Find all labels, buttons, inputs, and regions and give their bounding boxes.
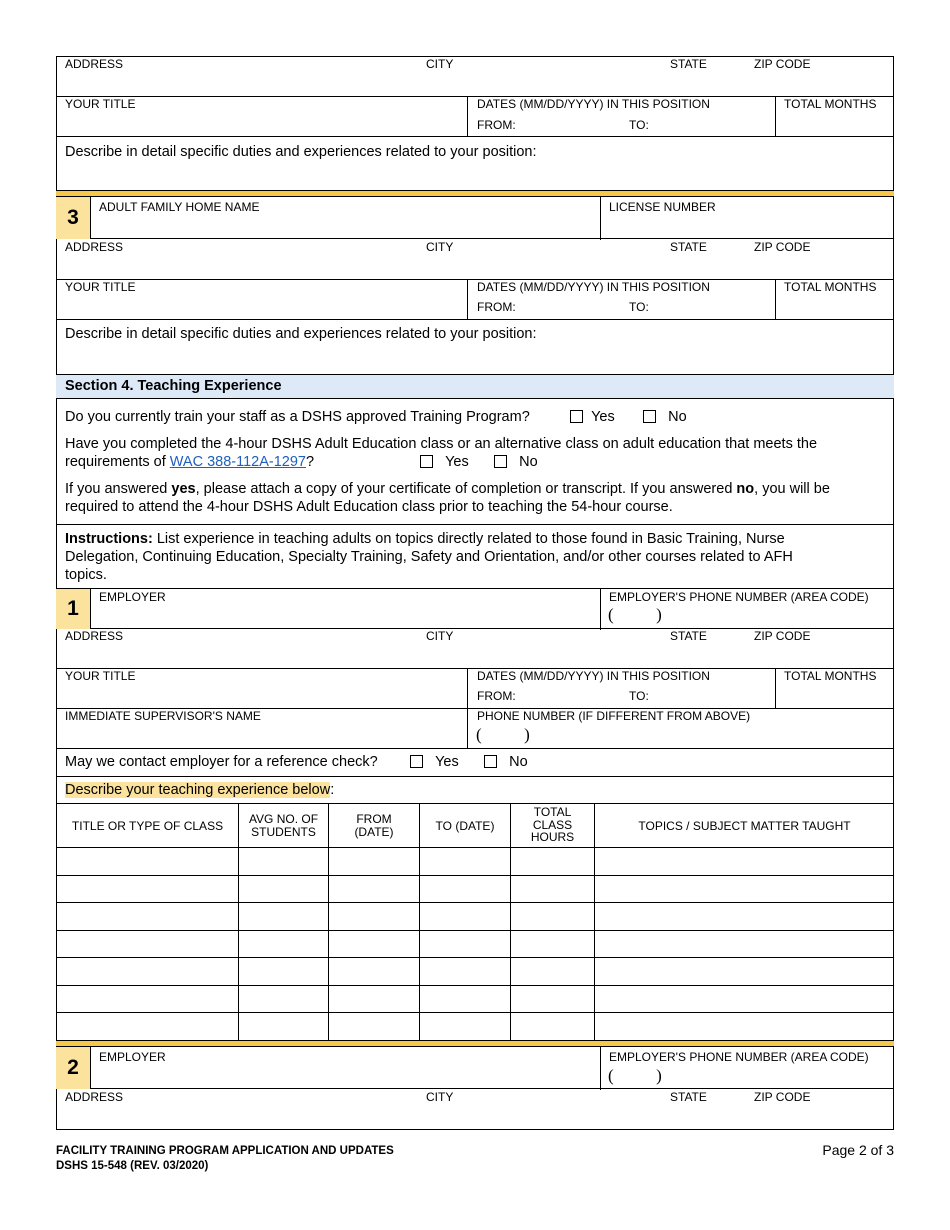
instructions-line3: topics.	[65, 567, 107, 583]
instructions-bold: Instructions:	[65, 531, 153, 547]
no-label: No	[668, 409, 687, 425]
city-label: CITY	[426, 240, 454, 254]
state-label: STATE	[670, 1090, 707, 1104]
header-from-date	[329, 813, 419, 838]
describe-teaching-text	[65, 781, 334, 799]
divider	[600, 589, 601, 630]
zip-label: ZIP CODE	[754, 629, 811, 643]
reference-yes-option[interactable]	[410, 753, 459, 771]
checkbox[interactable]	[643, 410, 656, 423]
checkbox[interactable]	[410, 755, 423, 768]
header-line: TOTAL	[533, 805, 572, 819]
city-label: CITY	[426, 629, 454, 643]
page-number: Page 2 of 3	[822, 1142, 894, 1158]
checkbox[interactable]	[420, 455, 433, 468]
divider	[467, 280, 468, 320]
your-title-label: YOUR TITLE	[65, 669, 136, 683]
reference-no-option[interactable]	[484, 753, 528, 771]
highlighted-text: Describe your teaching experience below	[65, 782, 331, 798]
no-label: No	[519, 454, 538, 470]
block-number-badge: 2	[56, 1047, 91, 1089]
table-row	[56, 930, 894, 931]
adult-ed-question-line1: Have you completed the 4-hour DSHS Adult Education class or an alternative class on adult education that meets the	[65, 436, 818, 452]
adult-ed-yes-option[interactable]	[420, 453, 469, 471]
address-label: ADDRESS	[65, 629, 124, 643]
reference-row-e1[interactable]	[56, 749, 894, 777]
phone-diff-label: PHONE NUMBER (IF DIFFERENT FROM ABOVE)	[477, 709, 751, 723]
header-to-date: TO (DATE)	[435, 819, 495, 833]
form-number-footer: DSHS 15-548 (REV. 03/2020)	[56, 1160, 209, 1172]
table-row	[56, 985, 894, 986]
home-name-row[interactable]	[56, 196, 894, 239]
col-divider	[328, 804, 329, 1040]
col-divider	[419, 804, 420, 1040]
divider	[775, 669, 776, 709]
address-row-3[interactable]	[56, 239, 894, 280]
employer-1-row[interactable]	[56, 588, 894, 629]
dates-label: DATES (MM/DD/YYYY) IN THIS POSITION	[477, 280, 710, 294]
to-label: TO:	[629, 689, 649, 703]
question-mark: ?	[306, 454, 315, 470]
zip-label: ZIP CODE	[754, 57, 811, 71]
divider	[467, 709, 468, 749]
state-label: STATE	[670, 629, 707, 643]
note-text: , please attach a copy of your certificate of completion or transcript. If you answered	[195, 481, 737, 497]
note-yes-bold: yes	[171, 481, 196, 497]
table-row	[56, 957, 894, 958]
instructions-line2: Delegation, Continuing Education, Specialty Training, Safety and Orientation, and/or other courses related to AFH	[65, 549, 793, 565]
note-no-bold: no	[736, 481, 755, 497]
dates-label: DATES (MM/DD/YYYY) IN THIS POSITION	[477, 97, 710, 111]
city-label: CITY	[426, 57, 454, 71]
train-staff-yes-option[interactable]	[570, 408, 615, 426]
address-label: ADDRESS	[65, 57, 124, 71]
train-staff-question: Do you currently train your staff as a DSHS approved Training Program?	[65, 409, 530, 425]
your-title-label: YOUR TITLE	[65, 97, 136, 111]
instructions-text: List experience in teaching adults on topics directly related to those found in Basic Training, Nurse	[152, 531, 785, 547]
wac-link[interactable]: WAC 388-112A-1297	[169, 454, 306, 470]
employer-phone-label: EMPLOYER'S PHONE NUMBER (AREA CODE)	[609, 590, 869, 604]
block-number-badge: 3	[56, 197, 91, 239]
table-row	[56, 847, 894, 848]
col-divider	[594, 804, 595, 1040]
header-line: STUDENTS	[251, 824, 316, 839]
divider	[775, 97, 776, 137]
address-row-e2[interactable]	[56, 1089, 894, 1130]
to-label: TO:	[629, 300, 649, 314]
divider	[600, 1047, 601, 1090]
form-title-footer: FACILITY TRAINING PROGRAM APPLICATION AND UPDATES	[56, 1145, 394, 1157]
colon: :	[330, 782, 335, 798]
table-row	[56, 875, 894, 876]
from-label: FROM:	[477, 118, 516, 132]
divider	[467, 97, 468, 137]
yes-label: Yes	[445, 454, 469, 470]
title-dates-row-3[interactable]	[56, 280, 894, 320]
city-label: CITY	[426, 1090, 454, 1104]
adult-ed-question-line2	[65, 453, 314, 471]
divider	[56, 524, 894, 525]
address-row-e1[interactable]	[56, 629, 894, 669]
attach-note-line1	[65, 480, 830, 498]
divider	[775, 280, 776, 320]
header-line: AVG NO. OF	[248, 812, 319, 826]
license-number-label: LICENSE NUMBER	[609, 200, 716, 214]
describe-teaching-row	[56, 777, 894, 804]
train-staff-no-option[interactable]	[643, 408, 687, 426]
from-label: FROM:	[477, 689, 516, 703]
supervisor-row-e1[interactable]	[56, 709, 894, 749]
describe-duties-text: Describe in detail specific duties and experiences related to your position:	[65, 326, 537, 342]
header-topics: TOPICS / SUBJECT MATTER TAUGHT	[638, 819, 851, 833]
home-name-label: ADULT FAMILY HOME NAME	[99, 200, 260, 214]
your-title-label: YOUR TITLE	[65, 280, 136, 294]
from-label: FROM:	[477, 300, 516, 314]
note-text: If you answered	[65, 481, 172, 497]
divider	[467, 669, 468, 709]
table-row	[56, 902, 894, 903]
total-months-label: TOTAL MONTHS	[784, 280, 877, 294]
address-label: ADDRESS	[65, 1090, 124, 1104]
yes-label: Yes	[591, 409, 615, 425]
address-label: ADDRESS	[65, 240, 124, 254]
dates-label: DATES (MM/DD/YYYY) IN THIS POSITION	[477, 669, 710, 683]
area-code-parens: ( )	[608, 605, 662, 624]
checkbox[interactable]	[494, 455, 507, 468]
title-dates-row-e1[interactable]	[56, 669, 894, 709]
no-label: No	[509, 754, 528, 770]
section-4-heading: Section 4. Teaching Experience	[56, 374, 894, 399]
col-divider	[238, 804, 239, 1040]
divider	[600, 197, 601, 240]
header-line: (DATE)	[354, 824, 394, 839]
question-text: requirements of	[65, 454, 170, 470]
total-months-label: TOTAL MONTHS	[784, 669, 877, 683]
header-line: FROM	[356, 812, 392, 826]
area-code-parens: ( )	[476, 725, 530, 744]
adult-ed-no-option[interactable]	[494, 453, 538, 471]
header-total-hours	[511, 806, 594, 844]
employer-phone-label: EMPLOYER'S PHONE NUMBER (AREA CODE)	[609, 1050, 869, 1064]
checkbox[interactable]	[484, 755, 497, 768]
total-months-label: TOTAL MONTHS	[784, 97, 877, 111]
checkbox[interactable]	[570, 410, 583, 423]
table-row	[56, 1012, 894, 1013]
employer-label: EMPLOYER	[99, 1050, 166, 1064]
zip-label: ZIP CODE	[754, 1090, 811, 1104]
note-text: , you will be	[754, 481, 830, 497]
describe-duties-text: Describe in detail specific duties and experiences related to your position:	[65, 144, 537, 160]
zip-label: ZIP CODE	[754, 240, 811, 254]
employer-label: EMPLOYER	[99, 590, 166, 604]
employer-2-row[interactable]	[56, 1046, 894, 1089]
state-label: STATE	[670, 57, 707, 71]
title-dates-row-a[interactable]	[56, 97, 894, 137]
state-label: STATE	[670, 240, 707, 254]
header-line: HOURS	[530, 830, 575, 844]
block-number-badge: 1	[56, 589, 91, 629]
attach-note-line2: required to attend the 4-hour DSHS Adult Education class prior to teaching the 54-hour course.	[65, 499, 673, 515]
supervisor-name-label: IMMEDIATE SUPERVISOR'S NAME	[65, 709, 261, 723]
describe-row-a[interactable]	[56, 137, 894, 190]
to-label: TO:	[629, 118, 649, 132]
area-code-parens: ( )	[608, 1066, 662, 1085]
reference-check-question: May we contact employer for a reference check?	[65, 754, 378, 770]
header-title-class: TITLE OR TYPE OF CLASS	[71, 819, 224, 833]
header-line: CLASS	[532, 817, 573, 832]
instructions-line1	[65, 530, 785, 548]
header-avg-students	[239, 813, 328, 838]
describe-row-3[interactable]	[56, 320, 894, 374]
address-row-a[interactable]	[56, 56, 894, 97]
yes-label: Yes	[435, 754, 459, 770]
